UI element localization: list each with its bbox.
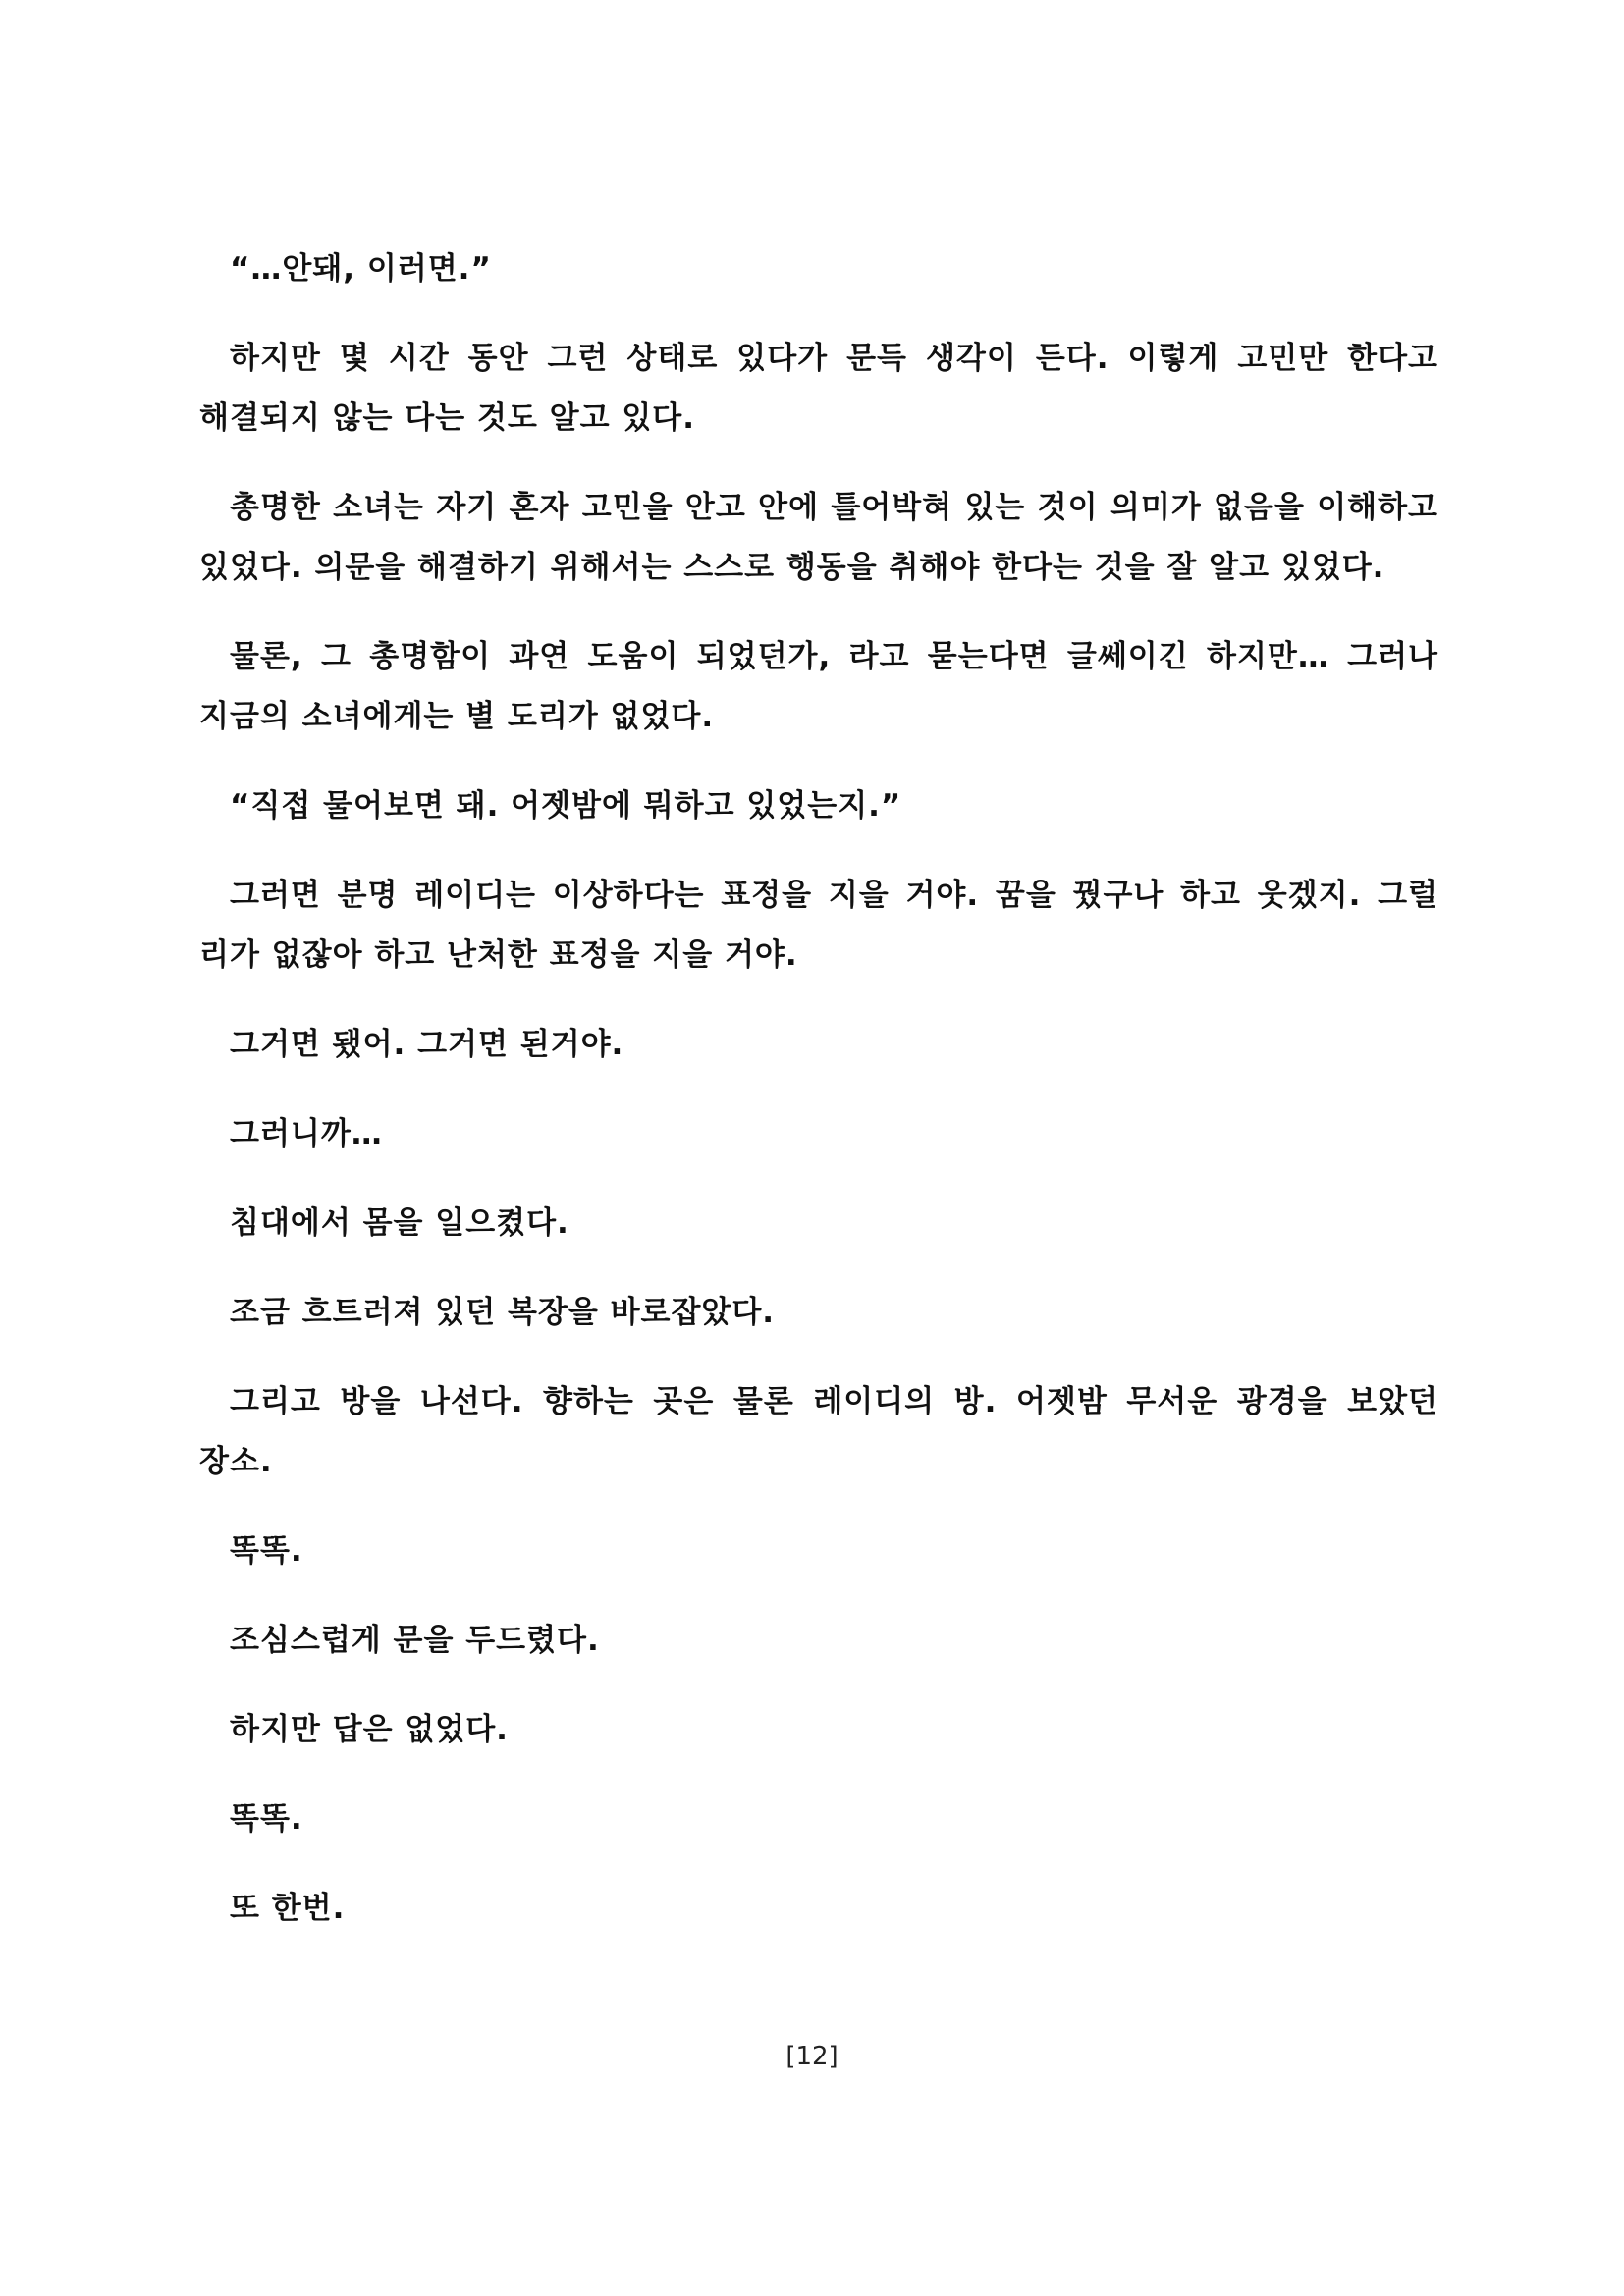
paragraph: 똑똑. — [230, 1801, 303, 1837]
paragraph: 조금 흐트러져 있던 복장을 바로잡았다. — [230, 1295, 776, 1330]
paragraph: 물론, 그 총명함이 과연 도움이 되었던가, 라고 묻는다면 글쎄이긴 하지만… 그러나 지금의 소녀에게는 별 도리가 없었다. — [199, 639, 1438, 734]
page-body — [199, 240, 1438, 1968]
page-number: [12] — [785, 2042, 839, 2071]
paragraph: 또 한번. — [230, 1891, 346, 1926]
paragraph: 그리고 방을 나선다. 향하는 곳은 물론 레이디의 방. 어젯밤 무서운 광경을 보았던 장소. — [199, 1384, 1438, 1479]
paragraph: 그러면 분명 레이디는 이상하다는 표정을 지을 거야. 꿈을 꿨구나 하고 웃겠지. 그럴 리가 없잖아 하고 난처한 표정을 지을 거야. — [199, 878, 1438, 973]
paragraph: 그러니까… — [230, 1116, 383, 1151]
paragraph: 조심스럽게 문을 두드렸다. — [230, 1623, 600, 1658]
paragraph: 똑똑. — [230, 1533, 303, 1569]
paragraph: 하지만 몇 시간 동안 그런 상태로 있다가 문득 생각이 든다. 이렇게 고민만 한다고 해결되지 않는 다는 것도 알고 있다. — [199, 341, 1438, 436]
paragraph: 총명한 소녀는 자기 혼자 고민을 안고 안에 틀어박혀 있는 것이 의미가 없음을 이해하고 있었다. 의문을 해결하기 위해서는 스스로 행동을 취해야 한다는 것을 잘 알고 있었다. — [199, 490, 1438, 585]
paragraph: 하지만 답은 없었다. — [230, 1712, 509, 1747]
paragraph: “직접 물어보면 돼. 어젯밤에 뭐하고 있었는지.” — [230, 788, 902, 824]
paragraph: 침대에서 몸을 일으켰다. — [230, 1205, 569, 1241]
paragraph: “…안돼, 이러면.” — [230, 251, 492, 287]
paragraph: 그거면 됐어. 그거면 된거야. — [230, 1027, 624, 1062]
